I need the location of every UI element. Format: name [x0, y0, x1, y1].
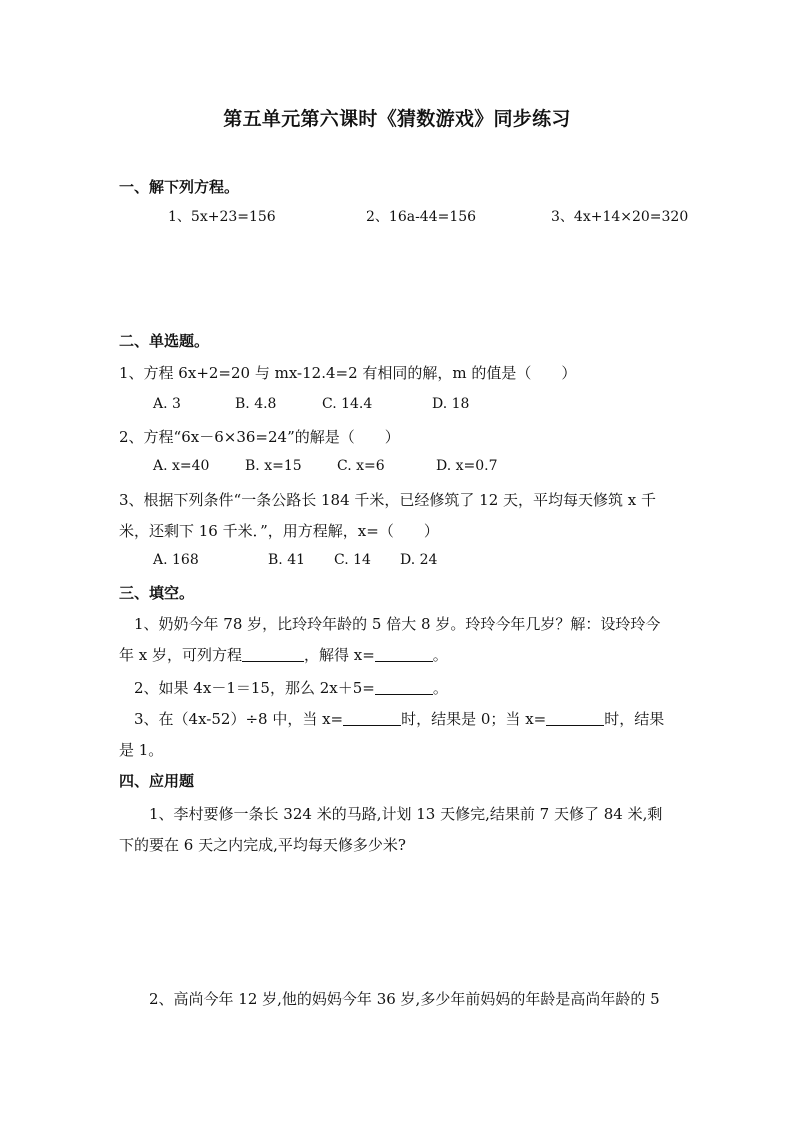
application-question-1-line2: 下的要在 6 天之内完成,平均每天修多少米? — [119, 836, 406, 854]
section-heading-fill-blank: 三、填空。 — [119, 584, 195, 602]
application-question-1-line1: 1、李村要修一条长 324 米的马路,计划 13 天修完,结果前 7 天修了 84 米,剩 — [149, 805, 663, 823]
q3-option-d: D. 24 — [400, 552, 438, 568]
equation-3: 3、4x+14×20=320 — [551, 209, 689, 225]
fill-question-2 — [134, 677, 448, 698]
fill-question-1-line2 — [119, 644, 448, 665]
fill-q1-text-a: 年 x 岁，可列方程 — [119, 646, 242, 664]
q1-option-a: A. 3 — [153, 396, 181, 412]
section-heading-application: 四、应用题 — [119, 772, 195, 790]
fill-question-3-line1 — [134, 708, 664, 729]
fill-question-1-line1: 1、奶奶今年 78 岁，比玲玲年龄的 5 倍大 8 岁。玲玲今年几岁？解：设玲玲今 — [134, 615, 661, 633]
blank-2x-plus-5[interactable] — [375, 680, 433, 695]
fill-question-3-line2: 是 1。 — [119, 741, 164, 759]
q1-option-c: C. 14.4 — [322, 396, 373, 412]
blank-x-result-0[interactable] — [343, 711, 401, 726]
blank-x-result-1[interactable] — [546, 711, 604, 726]
choice-question-2: 2、方程“6x－6×36=24”的解是（ ） — [119, 428, 400, 446]
q2-option-d: D. x=0.7 — [436, 458, 498, 474]
fill-q1-text-c: 。 — [432, 646, 448, 664]
q1-option-b: B. 4.8 — [235, 396, 277, 412]
blank-equation[interactable] — [242, 647, 304, 662]
page-title: 第五单元第六课时《猜数游戏》同步练习 — [223, 108, 571, 130]
choice-question-3-line2: 米，还剩下 16 千米．”，用方程解，x=（ ） — [119, 522, 439, 540]
choice-question-1: 1、方程 6x+2=20 与 mx-12.4=2 有相同的解，m 的值是（ ） — [119, 364, 577, 382]
fill-q3-text-b: 时，结果是 0；当 x= — [401, 710, 547, 728]
q2-option-a: A. x=40 — [153, 458, 210, 474]
q3-option-b: B. 41 — [268, 552, 306, 568]
section-heading-single-choice: 二、单选题。 — [119, 332, 210, 350]
q1-option-d: D. 18 — [432, 396, 470, 412]
equation-2: 2、16a-44=156 — [366, 209, 477, 225]
fill-q2-text-a: 2、如果 4x－1＝15，那么 2x＋5= — [134, 679, 375, 697]
blank-answer-x[interactable] — [375, 647, 433, 662]
fill-q3-text-c: 时，结果 — [604, 710, 665, 728]
q3-option-c: C. 14 — [334, 552, 371, 568]
choice-question-3-line1: 3、根据下列条件“一条公路长 184 千米，已经修筑了 12 天，平均每天修筑 x 千 — [119, 491, 657, 509]
application-question-2-line1: 2、高尚今年 12 岁,他的妈妈今年 36 岁,多少年前妈妈的年龄是高尚年龄的 5 — [149, 990, 660, 1008]
fill-q1-text-b: ，解得 x= — [304, 646, 375, 664]
q2-option-c: C. x=6 — [337, 458, 385, 474]
section-heading-equations: 一、解下列方程。 — [119, 178, 240, 196]
fill-q2-text-b: 。 — [432, 679, 448, 697]
q3-option-a: A. 168 — [153, 552, 199, 568]
q2-option-b: B. x=15 — [245, 458, 302, 474]
fill-q3-text-a: 3、在（4x-52）÷8 中，当 x= — [134, 710, 344, 728]
equation-1: 1、5x+23=156 — [168, 209, 276, 225]
